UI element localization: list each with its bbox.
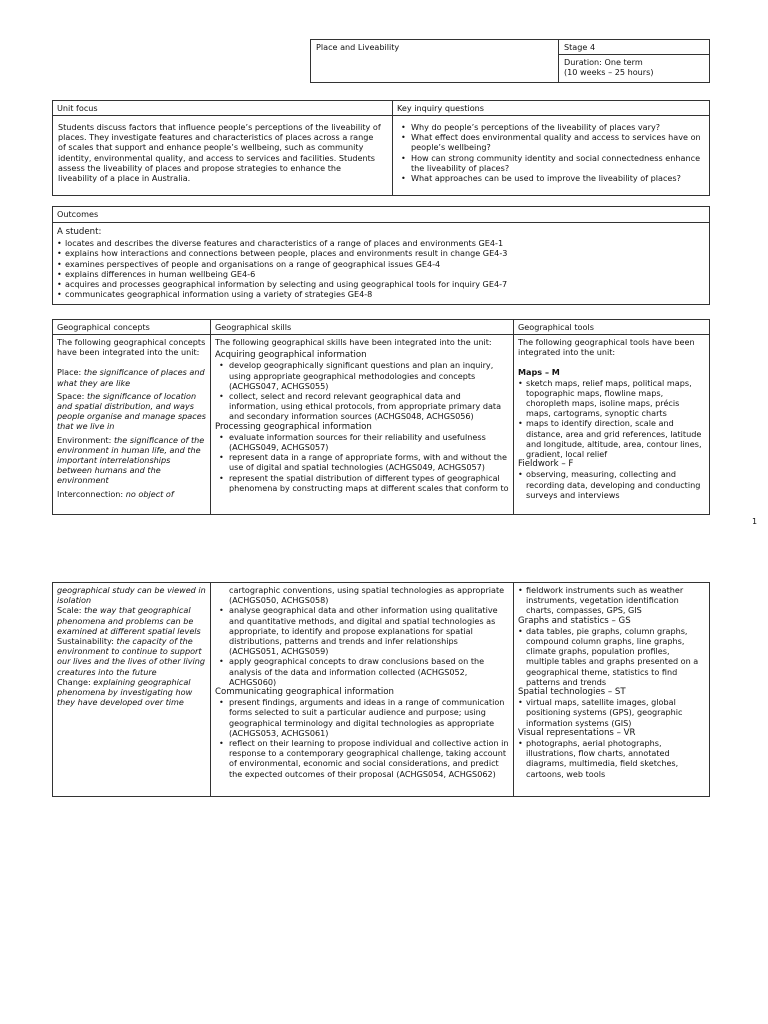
outcomes-heading: Outcomes	[57, 209, 99, 219]
stage-label: Stage 4	[564, 42, 596, 52]
concept-desc: the significance of location and spatial distribution, and ways people organise and manage spaces that we live in	[57, 390, 206, 432]
inquiry-question: • What effect does environmental quality and access to services have on people’s wellbeing?	[397, 132, 705, 152]
skills-column-cont	[211, 583, 513, 796]
concept-desc: geographical study can be viewed in isolation	[57, 585, 206, 606]
skills-list	[215, 605, 509, 687]
outcomes-intro: A student:	[57, 227, 102, 237]
skill-item: • analyse geographical data and other information using qualitative and quantitative methods, and digital and spatial technologies as appropriate, to identify and propose explanations for spatial distributions, patterns and trends and infer relationships (ACHGS051, ACHGS059)	[215, 605, 509, 656]
concepts-intro: The following geographical concepts have been integrated into the unit:	[57, 337, 206, 358]
tools-list	[518, 626, 705, 687]
concept-name: Sustainability:	[57, 636, 114, 647]
tools-group-heading: Graphs and statistics – GS	[518, 615, 631, 626]
tool-item: • photographs, aerial photographs, illustrations, flow charts, annotated diagrams, multimedia, field sketches, cartoons, web tools	[518, 738, 705, 779]
concept-interconnection	[57, 489, 206, 499]
concept-desc: no object of	[125, 488, 174, 499]
geography-table-part1	[52, 319, 710, 515]
concept-desc: the way that geographical phenomena and problems can be examined at different spatial levels	[57, 605, 201, 636]
skills-list	[215, 432, 509, 493]
tools-list	[518, 697, 705, 728]
unit-focus-text: Students discuss factors that influence people’s perceptions of the liveability of places. They investigate features and characteristics of places across a range of scales that support and enhance people’s wellbeing, such as community identity, environmental quality, and access to services and facilities. Students assess the liveability of places and propose strategies to enhance the liveability of a place in Australia.	[58, 122, 381, 184]
concept-desc: the capacity of the environment to continue to support our lives and the lives of other living creatures into the future	[57, 636, 206, 677]
unit-title: Place and Liveability	[316, 42, 400, 52]
outcomes-body	[53, 225, 709, 301]
skill-item: • represent data in a range of appropriate forms, with and without the use of digital and spatial technologies (ACHGS049, ACHGS057)	[215, 452, 509, 472]
skill-item-cont: cartographic conventions, using spatial technologies as appropriate (ACHGS050, ACHGS058)	[229, 585, 505, 606]
skills-heading: Geographical skills	[215, 322, 292, 332]
tool-item: • maps to identify direction, scale and distance, area and grid references, latitude and longitude, altitude, area, contour lines, gradient, local relief	[518, 418, 705, 459]
tool-item: • data tables, pie graphs, column graphs, compound column graphs, line graphs, climate graphs, population profiles, multiple tables and graphs presented on a geographical theme, statistics to find patterns and trends	[518, 626, 705, 687]
skills-group-heading: Processing geographical information	[215, 421, 372, 432]
unit-focus-table	[52, 100, 710, 196]
concept-name: Environment:	[57, 434, 112, 445]
concept-desc: the significance of the environment in human life, and the important interrelationships between humans and the environment	[57, 434, 205, 486]
inquiry-question: • What approaches can be used to improve the liveability of places?	[397, 173, 705, 183]
concept-scale	[57, 605, 206, 636]
tools-column-cont	[514, 583, 709, 796]
duration-text: Duration: One term	[564, 57, 643, 67]
tools-list	[518, 378, 705, 460]
skills-column	[211, 335, 513, 515]
outcomes-table	[52, 206, 710, 305]
concepts-heading: Geographical concepts	[57, 322, 150, 332]
tools-group-heading: Visual representations – VR	[518, 727, 636, 738]
tools-list	[518, 738, 705, 779]
skill-item: • develop geographically significant questions and plan an inquiry, using appropriate geographical methodologies and concepts (ACHGS047, ACHGS055)	[215, 360, 509, 391]
inquiry-questions	[393, 120, 709, 185]
tools-group-heading: Fieldwork – F	[518, 459, 574, 470]
skill-item: • evaluate information sources for their reliability and usefulness (ACHGS049, ACHGS057)	[215, 432, 509, 452]
outcome-item: • acquires and processes geographical information by selecting and using geographical tools for inquiry GE4-7	[57, 279, 705, 289]
concepts-column	[53, 335, 210, 515]
concept-sustainability	[57, 636, 206, 677]
skill-item: • reflect on their learning to propose individual and collective action in response to a contemporary geographical challenge, taking account of environmental, economic and social considerations, and predict the expected outcomes of their proposal (ACHGS054, ACHGS062)	[215, 738, 509, 779]
unit-focus-heading: Unit focus	[57, 103, 98, 113]
tool-item: • fieldwork instruments such as weather instruments, vegetation identification charts, compasses, GPS, GIS	[518, 585, 705, 616]
skills-list	[215, 697, 509, 779]
tool-item: • sketch maps, relief maps, political maps, topographic maps, flowline maps, choropleth maps, isoline maps, précis maps, cartograms, synoptic charts	[518, 378, 705, 419]
inquiry-question: • Why do people’s perceptions of the liveability of places vary?	[397, 122, 705, 132]
concept-desc: the significance of places and what they are like	[57, 367, 205, 388]
unit-header-table	[310, 39, 710, 83]
tools-list	[518, 585, 705, 616]
skill-item: • represent the spatial distribution of different types of geographical phenomena by constructing maps at different scales that conform to	[215, 473, 509, 493]
concept-environment	[57, 435, 206, 486]
skills-list	[215, 360, 509, 421]
duration-detail: (10 weeks – 25 hours)	[564, 67, 654, 78]
tools-group-heading: Maps – M	[518, 367, 560, 378]
tools-heading: Geographical tools	[518, 322, 594, 332]
tools-list	[518, 469, 705, 500]
skills-group-heading: Acquiring geographical information	[215, 350, 367, 361]
skills-group-heading: Communicating geographical information	[215, 687, 394, 698]
outcome-item: • locates and describes the diverse features and characteristics of a range of places and environments GE4-1	[57, 238, 705, 248]
concept-name: Scale:	[57, 605, 82, 616]
concept-desc: explaining geographical phenomena by investigating how they have developed over time	[57, 676, 193, 708]
outcome-item: • examines perspectives of people and organisations on a range of geographical issues GE4-4	[57, 259, 705, 269]
inquiry-question-list	[397, 122, 705, 183]
inquiry-heading: Key inquiry questions	[397, 103, 485, 113]
outcome-item: • explains differences in human wellbeing GE4-6	[57, 269, 705, 279]
skill-item: • collect, select and record relevant geographical data and information, using ethical protocols, from appropriate primary data and secondary information sources (ACHGS048, ACHGS056)	[215, 391, 509, 422]
tool-item: • virtual maps, satellite images, global positioning systems (GPS), geographic information systems (GIS)	[518, 697, 705, 728]
concepts-column-cont	[53, 583, 210, 796]
geography-table-part2	[52, 582, 710, 797]
inquiry-question: • How can strong community identity and social connectedness enhance the liveability of places?	[397, 153, 705, 173]
concept-name: Change:	[57, 676, 91, 687]
tool-item: • observing, measuring, collecting and recording data, developing and conducting surveys and interviews	[518, 469, 705, 500]
outcomes-list	[57, 238, 705, 299]
tools-intro: The following geographical tools have been integrated into the unit:	[518, 337, 695, 358]
skills-intro: The following geographical skills have been integrated into the unit:	[215, 337, 492, 347]
skill-item: • apply geographical concepts to draw conclusions based on the analysis of the data and information collected (ACHGS052, ACHGS060)	[215, 656, 509, 687]
tools-column	[514, 335, 709, 515]
tools-group-heading: Spatial technologies – ST	[518, 687, 626, 698]
skill-item: • present findings, arguments and ideas in a range of communication forms selected to suit a particular audience and purpose; using geographical terminology and digital technologies as appropriate (ACHGS053, ACHGS061)	[215, 697, 509, 738]
concept-change	[57, 677, 206, 708]
concept-place	[57, 367, 206, 387]
page-number: 1	[752, 517, 758, 526]
outcome-item: • explains how interactions and connections between people, places and environments result in change GE4-3	[57, 248, 705, 258]
duration-label	[559, 55, 709, 79]
outcome-item: • communicates geographical information using a variety of strategies GE4-8	[57, 289, 705, 299]
concept-space	[57, 391, 206, 432]
concept-name: Interconnection:	[57, 488, 124, 499]
concept-name: Place:	[57, 367, 82, 378]
concept-name: Space:	[57, 390, 85, 401]
